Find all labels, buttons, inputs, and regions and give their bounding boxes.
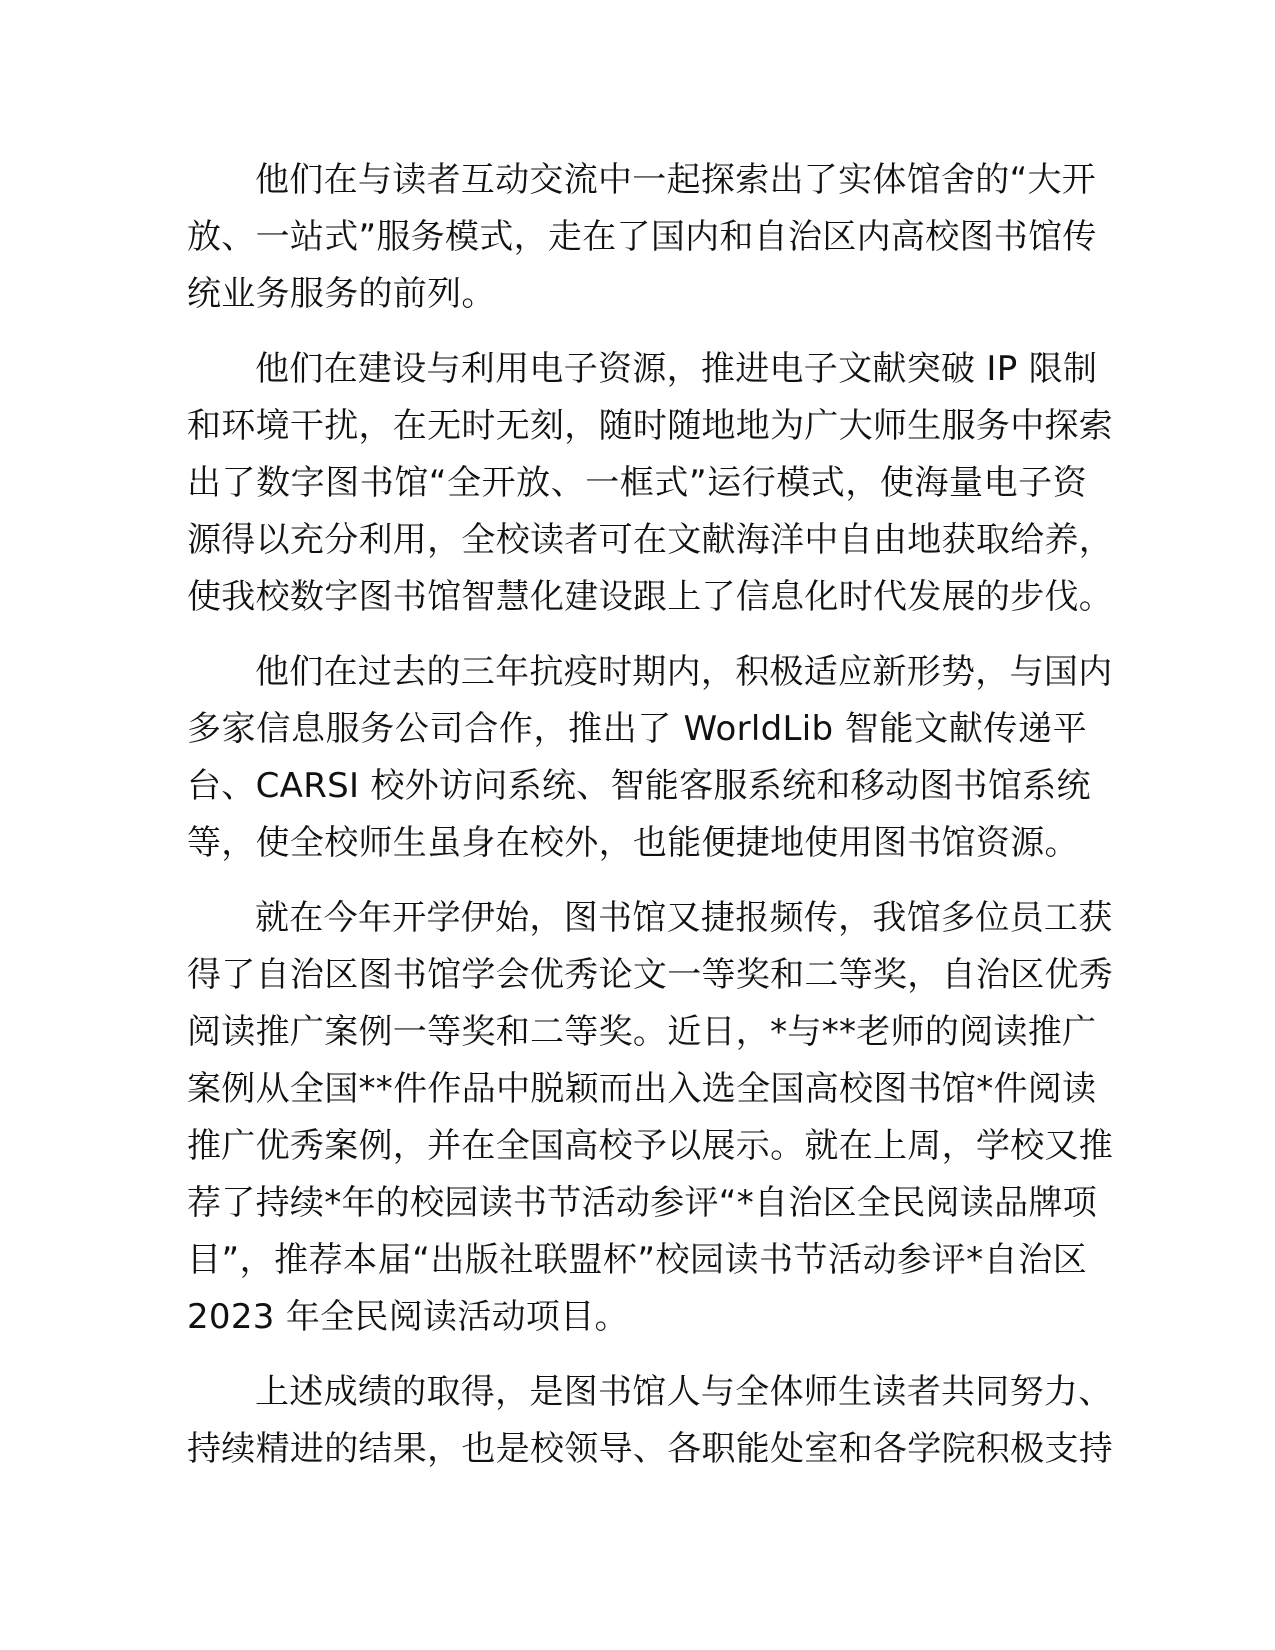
paragraph-line: 和环境干扰，在无时无刻，随时随地地为广大师生服务中探索 [187, 406, 1114, 446]
paragraph-line: 就在今年开学伊始，图书馆又捷报频传，我馆多位员工获 [255, 898, 1113, 938]
document-body [187, 152, 1114, 1496]
paragraph-line: 使我校数字图书馆智慧化建设跟上了信息化时代发展的步伐。 [187, 577, 1114, 617]
paragraph-3 [187, 644, 1113, 872]
paragraph-line: 推广优秀案例，并在全国高校予以展示。就在上周，学校又推 [187, 1126, 1114, 1166]
paragraph-line: 他们在建设与利用电子资源，推进电子文献突破 IP 限制 [255, 349, 1098, 389]
paragraph-line: 统业务服务的前列。 [187, 274, 496, 314]
paragraph-line: 案例从全国**件作品中脱颖而出入选全国高校图书馆*件阅读 [187, 1069, 1097, 1109]
paragraph-line: 源得以充分利用，全校读者可在文献海洋中自由地获取给养， [187, 520, 1114, 560]
paragraph-line: 2023 年全民阅读活动项目。 [187, 1297, 629, 1337]
paragraph-line: 等，使全校师生虽身在校外，也能便捷地使用图书馆资源。 [187, 823, 1079, 863]
paragraph-line: 放、一站式”服务模式，走在了国内和自治区内高校图书馆传 [187, 217, 1097, 257]
paragraph-line: 阅读推广案例一等奖和二等奖。近日，*与**老师的阅读推广 [187, 1012, 1097, 1052]
paragraph-line: 台、CARSI 校外访问系统、智能客服系统和移动图书馆系统 [187, 766, 1091, 806]
paragraph-line: 得了自治区图书馆学会优秀论文一等奖和二等奖，自治区优秀 [187, 955, 1114, 995]
paragraph-line: 上述成绩的取得，是图书馆人与全体师生读者共同努力、 [255, 1372, 1113, 1412]
paragraph-line: 出了数字图书馆“全开放、一框式”运行模式，使海量电子资 [187, 463, 1087, 503]
paragraph-line: 荐了持续*年的校园读书节活动参评“*自治区全民阅读品牌项 [187, 1183, 1098, 1223]
paragraph-4 [187, 890, 1114, 1346]
paragraph-line: 目”，推荐本届“出版社联盟杯”校园读书节活动参评*自治区 [187, 1240, 1087, 1280]
paragraph-line: 他们在过去的三年抗疫时期内，积极适应新形势，与国内 [255, 652, 1113, 692]
paragraph-line: 他们在与读者互动交流中一起探索出了实体馆舍的“大开 [255, 160, 1097, 200]
paragraph-1 [187, 152, 1097, 323]
paragraph-line: 多家信息服务公司合作，推出了 WorldLib 智能文献传递平 [187, 709, 1087, 749]
paragraph-2 [187, 341, 1114, 626]
paragraph-line: 持续精进的结果，也是校领导、各职能处室和各学院积极支持 [187, 1429, 1114, 1469]
paragraph-5 [187, 1364, 1114, 1478]
